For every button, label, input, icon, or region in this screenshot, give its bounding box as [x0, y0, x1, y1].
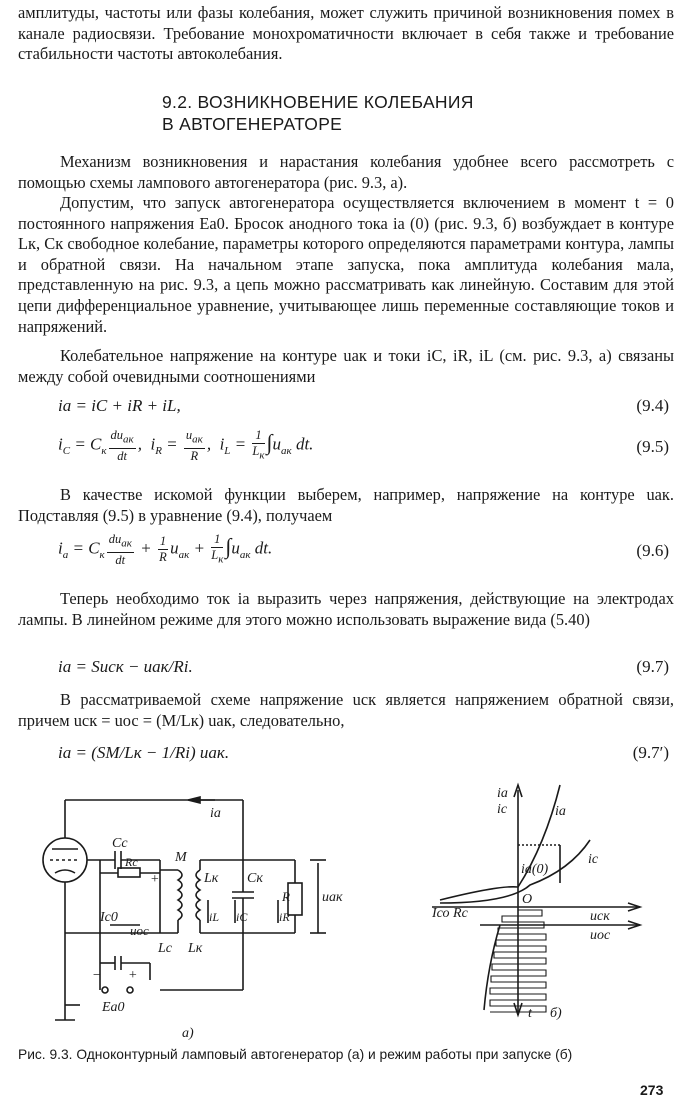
figure-caption: Рис. 9.3. Одноконтурный ламповый автогенератор (а) и режим работы при запуске (б)	[18, 1047, 573, 1062]
label-sub-b: б)	[550, 1006, 562, 1021]
label-t: t	[528, 1006, 532, 1021]
paragraph-3: Колебательное напряжение на контуре uак и токи iC, iR, iL (см. рис. 9.3, а) связаны между собой очевидными соотношениями	[18, 346, 674, 386]
label-minus: −	[92, 968, 102, 983]
label-lk: Lк	[204, 871, 219, 886]
label-ic0: Iс0	[100, 910, 118, 925]
label-icorc: Iсо Rс	[432, 906, 468, 921]
section-title	[162, 91, 474, 135]
page-number: 273	[640, 1082, 664, 1098]
label-ia0: iа(0)	[521, 862, 549, 877]
equation-9-7: iа = Suск − uак/Ri.	[58, 657, 193, 676]
paragraph-4: В качестве искомой функции выберем, например, напряжение на контуре uак. Подставляя (9.5) в уравнение (9.4), получаем	[18, 485, 674, 525]
label-uck: uск	[590, 909, 610, 924]
paragraph-2: Допустим, что запуск автогенератора осуществляется включением в момент t = 0 постоянного напряжения Eа0. Бросок анодного тока iа (0) (рис. 9.3, б) возбуждает в контуре Lк, Cк свободное колебание, параметры которого определяются параметрами контура, лампы и обратной связи. На начальном этапе запуска, пока амплитуда колебания мала, представленную на рис. 9.3, а цепь можно рассматривать как линейную. Составим для этой цепи дифференциальное уравнение, учитывающее лишь переменные составляющие токов и напряжений.	[18, 193, 674, 336]
equation-9-7-prime-number: (9.7′)	[632, 743, 669, 762]
label-plus: +	[150, 872, 160, 887]
equation-9-5: $i_C = C_к$ $\frac{du_{ак}}{dt}$ , $i_R$ = $\frac{u_{ак}}{R}$ , $i_L$ = $\frac{1}{L_к}$ $\int u_{ак}$ dt.	[58, 428, 314, 463]
graph-labels	[431, 786, 611, 1021]
label-sub-a: а)	[182, 1026, 194, 1041]
circuit-diagram-a	[43, 797, 326, 1020]
label-ck: Cк	[247, 871, 263, 886]
label-uoc: uос	[130, 923, 149, 938]
curve-ic	[440, 840, 590, 903]
label-ir: iR	[279, 910, 290, 924]
equation-9-6: $i_а = C_к$ $\frac{du_{ак}}{dt}$ + $\frac{1}{R}$ $u_{ак}$ + $\frac{1}{L_к}$ $\int u_{ак}$ dt.	[58, 532, 273, 567]
top-paragraph: амплитуды, частоты или фазы колебания, может служить причиной возникновения помех в канале радиосвязи. Требование монохроматичности включает в себя также и требование стабильности частоты автоколебания.	[18, 3, 674, 64]
axis-label-ia: iа	[497, 786, 508, 801]
paragraph-1: Механизм возникновения и нарастания колебания удобнее всего рассмотреть с помощью схемы лампового автогенератора (рис. 9.3, а).	[18, 152, 674, 192]
equation-9-6-number: (9.6)	[636, 541, 669, 560]
curve-label-ia: iа	[555, 804, 566, 819]
curve-label-ic: iс	[588, 852, 599, 867]
paragraph-6: В рассматриваемой схеме напряжение uск является напряжением обратной связи, причем uск = uос = (M/Lк) uак, следовательно,	[18, 690, 674, 730]
section-title-line2: В АВТОГЕНЕРАТОРЕ	[162, 114, 343, 134]
label-lc: Lс	[158, 941, 172, 956]
label-r: R	[282, 889, 290, 904]
label-rc: Rс	[125, 855, 138, 869]
label-m: M	[175, 850, 187, 865]
figure-9-3	[0, 775, 691, 1045]
equation-9-4: iа = iC + iR + iL,	[58, 396, 181, 415]
equation-9-7-prime: iа = (SM/Lк − 1/Ri) uак.	[58, 743, 230, 762]
equation-9-5-number: (9.5)	[636, 437, 669, 456]
label-lk2: Lк	[188, 941, 203, 956]
label-uoc2: uос	[590, 928, 611, 943]
equation-9-4-number: (9.4)	[636, 396, 669, 415]
label-cc: Cс	[112, 836, 128, 851]
label-ic: iC	[236, 910, 248, 924]
label-uak: uак	[322, 890, 343, 905]
axis-label-ic: iс	[497, 802, 508, 817]
circuit-labels	[92, 806, 343, 1041]
label-ea0: Eа0	[102, 1000, 125, 1015]
label-ia: iа	[210, 806, 221, 821]
label-origin: O	[522, 892, 533, 907]
graph-b	[432, 785, 640, 1015]
paragraph-5: Теперь необходимо ток iа выразить через напряжения, действующие на электродах лампы. В линейном режиме для этого можно использовать выражение вида (5.40)	[18, 589, 674, 629]
label-plus-2: +	[128, 968, 138, 983]
label-il: iL	[209, 910, 220, 924]
equation-9-7-number: (9.7)	[636, 657, 669, 676]
section-title-line1: 9.2. ВОЗНИКНОВЕНИЕ КОЛЕБАНИЯ	[162, 92, 474, 112]
